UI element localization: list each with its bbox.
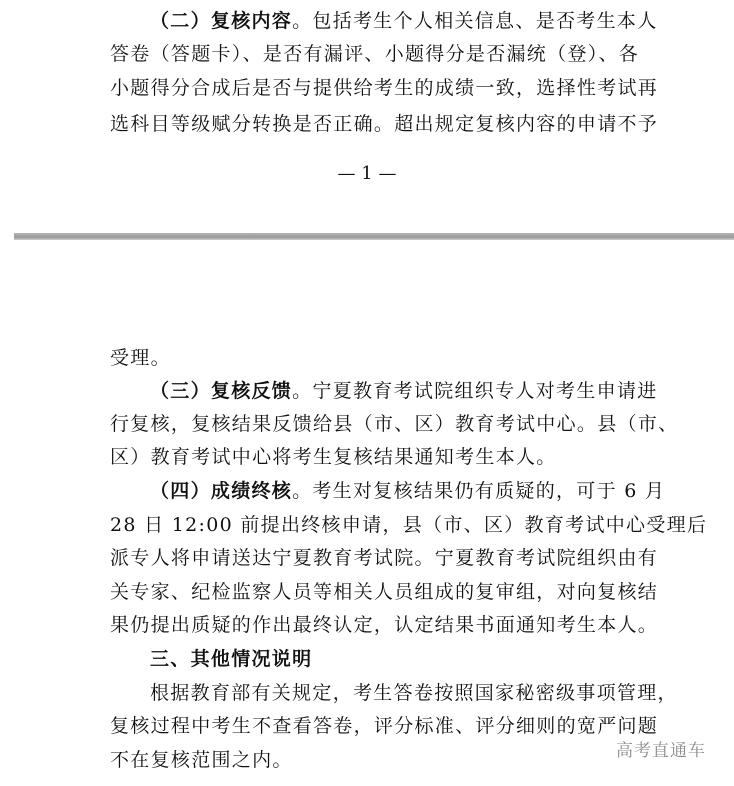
page-number: — 1 — [337, 163, 397, 184]
section3-line3: 不在复核范围之内。 [110, 749, 293, 771]
page-divider [14, 233, 734, 240]
para2-line3: 小题得分合成后是否与提供给考生的成绩一致，选择性考试再 [110, 77, 659, 99]
para4-line1 [150, 475, 675, 508]
para2-heading: （二）复核内容 [150, 10, 293, 32]
para3-line2: 行复核，复核结果反馈给县（市、区）教育考试中心。县（市、 [110, 413, 679, 435]
section3-heading: 三、其他情况说明 [150, 648, 313, 670]
para4-line4: 关专家、纪检监察人员等相关人员组成的复审组，对向复核结 [110, 581, 659, 603]
para4-line1-text: 。考生对复核结果仍有质疑的，可于 6 月 [292, 480, 666, 502]
para4-line5: 果仍提出质疑的作出最终认定，认定结果书面通知考生本人。 [110, 614, 659, 636]
section3-line1: 根据教育部有关规定，考生答卷按照国家秘密级事项管理， [150, 682, 678, 704]
para4-line2: 28 日 12:00 前提出终核申请，县（市、区）教育考试中心受理后 [110, 514, 708, 536]
para2-line4: 选科目等级赋分转换是否正确。超出规定复核内容的申请不予 [110, 113, 659, 135]
para3-line3: 区）教育考试中心将考生复核结果通知考生本人。 [110, 446, 557, 468]
para3-heading: （三）复核反馈 [150, 380, 293, 402]
section3-line2: 复核过程中考生不查看答卷，评分标准、评分细则的宽严问题 [110, 715, 659, 737]
para4-heading: （四）成绩终核 [150, 480, 293, 502]
continuation-line: 受理。 [110, 347, 171, 369]
document-page-2 [0, 240, 734, 786]
document-page-1 [0, 0, 734, 233]
para3-line1 [150, 375, 675, 408]
para2-line1-text: 。包括考生个人相关信息、是否考生本人 [292, 10, 658, 32]
para4-line3: 派专人将申请送达宁夏教育考试院。宁夏教育考试院组织由有 [110, 547, 659, 569]
para2-line1 [150, 5, 675, 38]
watermark: 高考直通车 [616, 741, 706, 761]
para2-line2: 答卷（答题卡）、是否有漏评、小题得分是否漏统（登）、各 [110, 43, 640, 65]
para3-line1-text: 。宁夏教育考试院组织专人对考生申请进 [292, 380, 658, 402]
